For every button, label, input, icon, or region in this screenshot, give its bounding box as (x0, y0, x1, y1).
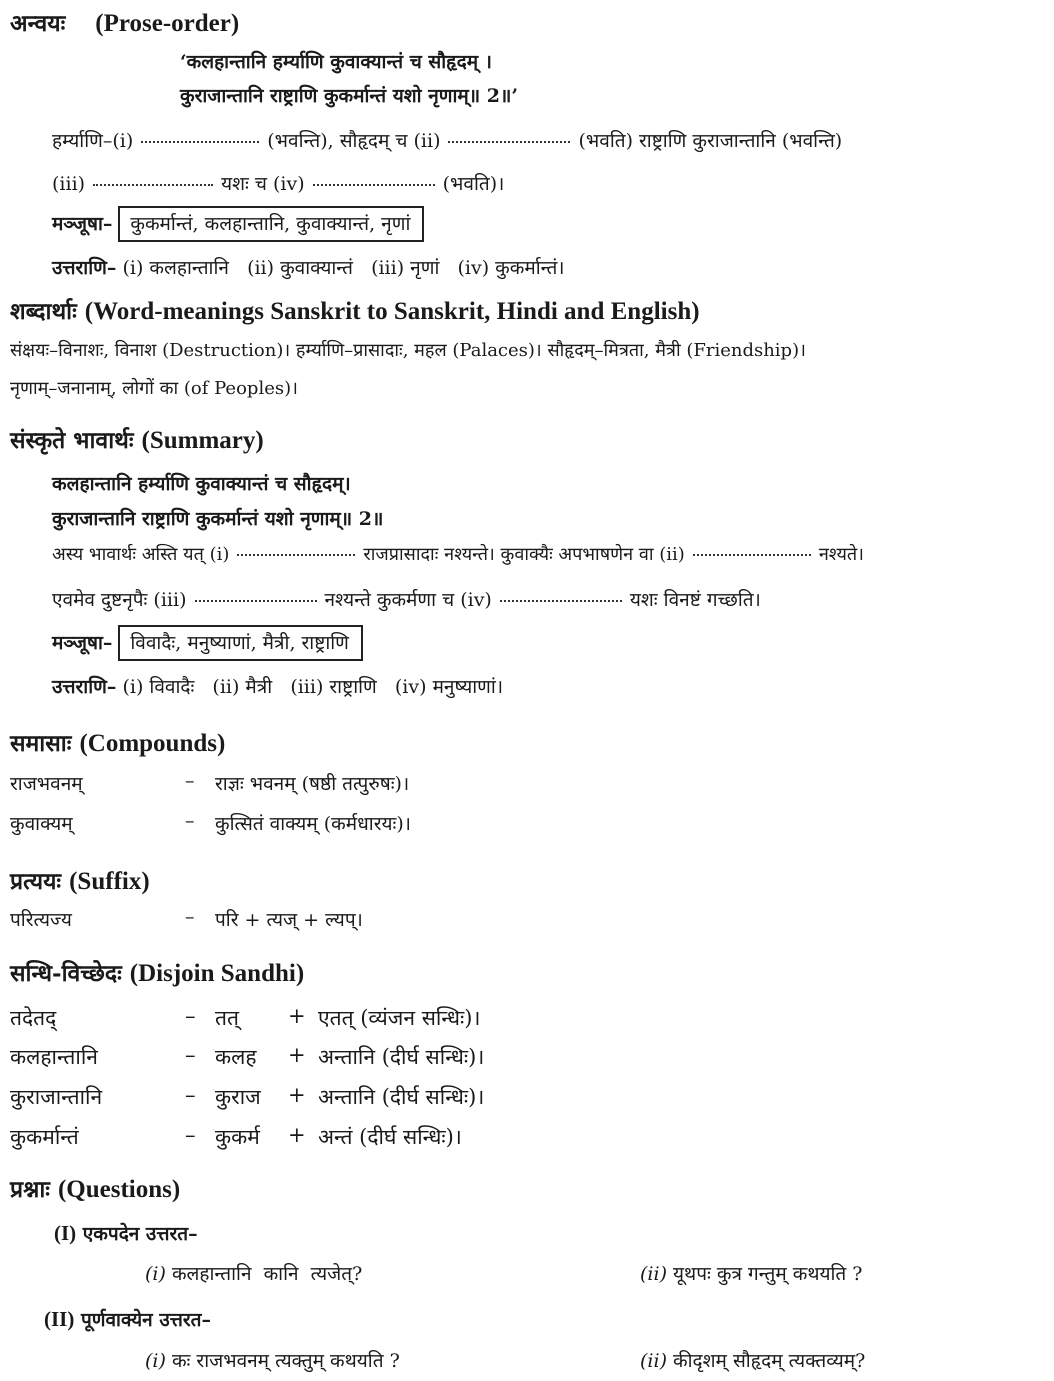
anvaya-line1-part2: (भवन्ति), सौहृदम् च (ii) (267, 130, 441, 152)
samasa-row (10, 770, 1010, 800)
sandhi-row (10, 1083, 1010, 1115)
bhavartha-answers (52, 673, 503, 699)
sandhi-part1: तत् (215, 1006, 239, 1030)
prashna-sec1-q1 (145, 1260, 362, 1286)
shabdartha-line1: संक्षयः–विनाशः, विनाश (Destruction)। हर्म्याणि–प्रासादाः, महल (Palaces)। सौहृदम्–मित्रता, मैत्री (Friendship)। (10, 340, 806, 361)
sandhi-part2: अन्तं (दीर्घ सन्धिः)। (318, 1125, 462, 1149)
sandhi-part2: अन्तानि (दीर्घ सन्धिः)। (318, 1085, 485, 1109)
sandhi-heading-en: (Disjoin Sandhi) (129, 960, 305, 987)
samasa-row (10, 810, 1010, 840)
bhavartha-manjusha (52, 625, 363, 661)
section1-label: (I) (54, 1221, 77, 1245)
sandhi-part1: कुराज (215, 1085, 261, 1109)
blank-dots (141, 131, 259, 143)
prashna-heading-en: (Questions) (57, 1176, 181, 1203)
sandhi-plus: + (288, 1123, 306, 1147)
sandhi-dash: – (185, 1043, 196, 1067)
anvaya-line2-part3: (भवति)। (442, 173, 505, 195)
shabdartha-heading-en: (Word-meanings Sanskrit to Sanskrit, Hindi and English) (84, 298, 700, 325)
prashna-sec2-q1 (145, 1347, 400, 1373)
anvaya-line1-part1: हर्म्याणि–(i) (52, 130, 134, 152)
blank-dots (237, 544, 355, 556)
samasa-meaning: कुत्सितं वाक्यम् (कर्मधारयः)। (215, 813, 411, 835)
section1-title: एकपदेन उत्तरत– (82, 1223, 198, 1245)
question-text: कः राजभवनम् त्यक्तुम् कथयति ? (171, 1350, 400, 1372)
blank-dots (693, 544, 811, 556)
sandhi-dash: – (185, 1083, 196, 1107)
bhavartha-fill-line2 (52, 586, 761, 612)
bhavartha-line2-part2: नश्यन्ते कुकर्मणा च (iv) (324, 589, 492, 611)
sandhi-row (10, 1123, 1010, 1155)
samasa-word: राजभवनम् (10, 773, 83, 795)
sandhi-word: कुकर्मान्तं (10, 1125, 79, 1149)
bhavartha-verse-line2: कुराजान्तानि राष्ट्राणि कुकर्मान्तं यशो नृणाम्॥ 2॥ (52, 508, 384, 530)
prashna-sec1-q2 (640, 1260, 863, 1286)
prashna-heading (10, 1172, 180, 1204)
sandhi-part2: एतत् (व्यंजन सन्धिः)। (318, 1006, 481, 1030)
sandhi-plus: + (288, 1004, 306, 1028)
anvaya-heading-hi: अन्वयः (10, 10, 66, 37)
sandhi-part2: अन्तानि (दीर्घ सन्धिः)। (318, 1045, 485, 1069)
shabdartha-heading-hi: शब्दार्थाः (10, 298, 77, 325)
prashna-section1-title (54, 1220, 198, 1246)
anvaya-fill-line2 (52, 170, 504, 196)
anvaya-fill-line1 (52, 127, 842, 153)
sandhi-plus: + (288, 1083, 306, 1107)
samasa-dash: – (185, 770, 195, 792)
shabdartha-heading (10, 294, 700, 326)
samasa-heading-hi: समासाः (10, 730, 72, 757)
pratyaya-row (10, 906, 1010, 936)
bhavartha-line1-part1: अस्य भावार्थः अस्ति यत् (i) (52, 544, 230, 565)
bhavartha-line1-part2: राजप्रासादाः नश्यन्ते। कुवाक्यैः अपभाषणेन वा (ii) (363, 544, 685, 565)
sandhi-row (10, 1004, 1010, 1036)
pratyaya-heading-hi: प्रत्ययः (10, 868, 62, 895)
manjusha-word-box: विवादैः, मनुष्याणां, मैत्री, राष्ट्राणि (118, 625, 363, 661)
shabdartha-line2: नृणाम्–जनानाम्, लोगों का (of Peoples)। (10, 378, 298, 399)
samasa-heading (10, 726, 225, 758)
question-number: (i) (145, 1263, 166, 1285)
prashna-section2-title (44, 1306, 211, 1332)
bhavartha-line1-part3: नश्यते। (818, 544, 864, 565)
pratyaya-word: परित्यज्य (10, 909, 72, 931)
sandhi-row (10, 1043, 1010, 1075)
prashna-heading-hi: प्रश्नाः (10, 1176, 50, 1203)
sandhi-word: कुराजान्तानि (10, 1085, 103, 1109)
anvaya-line2-part2: यशः च (iv) (221, 173, 305, 195)
sandhi-plus: + (288, 1043, 306, 1067)
pratyaya-dash: – (185, 906, 195, 928)
prashna-sec2-q2 (640, 1347, 865, 1373)
samasa-dash: – (185, 810, 195, 832)
sandhi-heading-hi: सन्धि-विच्छेदः (10, 960, 122, 987)
question-text: कीदृशम् सौहृदम् त्यक्तव्यम्? (673, 1350, 866, 1372)
pratyaya-meaning: परि + त्यज् + ल्यप्। (215, 909, 363, 931)
anvaya-answers (52, 254, 565, 280)
anvaya-line1-part3: (भवति) राष्ट्राणि कुराजान्तानि (भवन्ति) (578, 130, 843, 152)
anvaya-heading-en: (Prose-order) (95, 10, 240, 37)
blank-dots (448, 131, 570, 143)
answers-text: (i) विवादैः (ii) मैत्री (iii) राष्ट्राणि (iv) मनुष्याणां। (122, 676, 504, 698)
bhavartha-line2-part1: एवमेव दुष्टनृपैः (iii) (52, 589, 187, 611)
anvaya-manjusha (52, 206, 424, 242)
question-number: (i) (145, 1350, 166, 1372)
anvaya-heading (10, 6, 239, 38)
manjusha-label: मञ्जूषा– (52, 632, 113, 654)
pratyaya-heading (10, 864, 150, 896)
samasa-heading-en: (Compounds) (79, 730, 226, 757)
section2-label: (II) (44, 1307, 75, 1331)
question-text: कलहान्तानि कानि त्यजेत्? (171, 1263, 363, 1285)
bhavartha-heading (10, 423, 264, 455)
section2-title: पूर्णवाक्येन उत्तरत– (80, 1309, 211, 1331)
sandhi-heading (10, 956, 304, 988)
blank-dots (93, 174, 213, 186)
bhavartha-heading-hi: संस्कृते भावार्थः (10, 427, 134, 454)
manjusha-word-box: कुकर्मान्तं, कलहान्तानि, कुवाक्यान्तं, नृणां (118, 206, 424, 242)
bhavartha-verse-line1: कलहान्तानि हर्म्याणि कुवाक्यान्तं च सौहृदम्। (52, 473, 351, 495)
sandhi-dash: – (185, 1123, 196, 1147)
blank-dots (195, 590, 317, 602)
bhavartha-line2-part3: यशः विनष्टं गच्छति। (629, 589, 761, 611)
bhavartha-heading-en: (Summary) (141, 427, 264, 454)
anvaya-verse-line1: ‘कलहान्तानि हर्म्याणि कुवाक्यान्तं च सौहृदम् । (180, 51, 492, 73)
blank-dots (313, 174, 435, 186)
question-text: यूथपः कुत्र गन्तुम् कथयति ? (673, 1263, 863, 1285)
sandhi-part1: कलह (215, 1045, 257, 1069)
answers-label: उत्तराणि– (52, 676, 117, 698)
question-number: (ii) (640, 1350, 667, 1372)
pratyaya-heading-en: (Suffix) (69, 868, 150, 895)
question-number: (ii) (640, 1263, 667, 1285)
bhavartha-fill-line1 (52, 542, 864, 566)
sandhi-word: तदेतद् (10, 1006, 57, 1030)
sandhi-word: कलहान्तानि (10, 1045, 98, 1069)
anvaya-line2-part1: (iii) (52, 173, 86, 195)
samasa-meaning: राज्ञः भवनम् (षष्ठी तत्पुरुषः)। (215, 773, 410, 795)
sandhi-part1: कुकर्म (215, 1125, 260, 1149)
answers-label: उत्तराणि– (52, 257, 117, 279)
samasa-word: कुवाक्यम् (10, 813, 73, 835)
anvaya-verse-line2: कुराजान्तानि राष्ट्राणि कुकर्मान्तं यशो नृणाम्॥ 2॥’ (180, 85, 518, 107)
manjusha-label: मञ्जूषा– (52, 213, 113, 235)
answers-text: (i) कलहान्तानि (ii) कुवाक्यान्तं (iii) नृणां (iv) कुकर्मान्तं। (122, 257, 565, 279)
blank-dots (500, 590, 622, 602)
sandhi-dash: – (185, 1004, 196, 1028)
